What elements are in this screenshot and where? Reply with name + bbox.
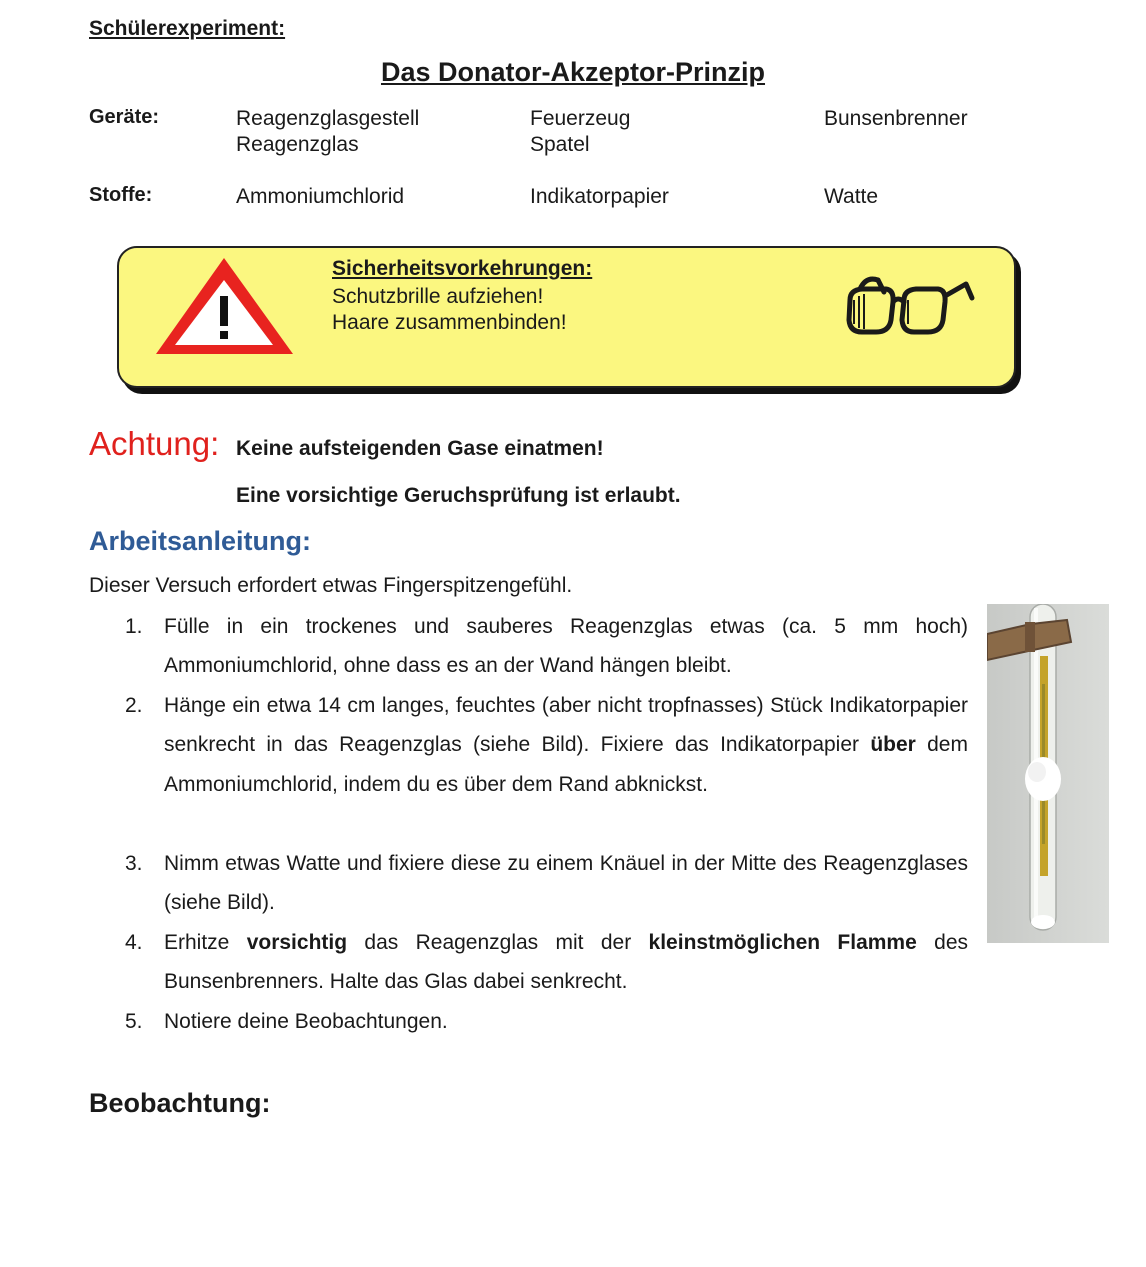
step-number: 1. [125, 615, 143, 638]
achtung-label: Achtung: [89, 425, 220, 462]
intro-text: Dieser Versuch erfordert etwas Fingerspitzengefühl. [89, 574, 573, 597]
achtung-warning: Keine aufsteigenden Gase einatmen! [236, 437, 604, 460]
list-item [125, 923, 968, 1002]
section-heading-anleitung: Arbeitsanleitung: [89, 526, 312, 556]
step-text: Notiere deine Beobachtungen. [164, 1010, 448, 1033]
stoff-item: Indikatorpapier [530, 185, 669, 208]
list-item [125, 844, 968, 923]
safety-goggles-icon [842, 272, 976, 338]
page-title: Das Donator-Akzeptor-Prinzip [380, 57, 766, 87]
geraete-label: Geräte: [89, 106, 160, 128]
list-item [125, 686, 968, 804]
geraet-item: Reagenzglasgestell [236, 107, 420, 130]
kicker-heading: Schülerexperiment: [89, 17, 286, 40]
geraet-item: Feuerzeug [530, 107, 631, 130]
step-number: 4. [125, 931, 143, 954]
achtung-note: Eine vorsichtige Geruchsprüfung ist erlaubt. [236, 484, 681, 507]
step-number: 3. [125, 852, 143, 875]
step-text: dem Ammoniumchlorid, indem du es über dem Rand abknickst. [164, 733, 968, 796]
step-text: Erhitze [164, 931, 230, 954]
section-heading-beobachtung: Beobachtung: [89, 1088, 271, 1118]
step-number: 2. [125, 694, 143, 717]
safety-line: Haare zusammenbinden! [332, 311, 567, 334]
step-text: Fülle in ein trockenes und sauberes Reagenzglas etwas (ca. 5 mm hoch) Ammoniumchlorid, ohne dass es an der Wand hängen bleibt. [164, 615, 968, 678]
step-text: Nimm etwas Watte und fixiere diese zu einem Knäuel in der Mitte des Reagenzglases (siehe Bild). [164, 852, 968, 915]
stoff-item: Ammoniumchlorid [236, 185, 405, 208]
test-tube-photo [987, 604, 1109, 943]
stoffe-label: Stoffe: [89, 184, 153, 206]
step-text: Hänge ein etwa 14 cm langes, feuchtes (aber nicht tropfnasses) Stück Indikatorpapier senkrecht in das Reagenzglas (siehe Bild). Fixiere das Indikatorpapier [164, 694, 968, 757]
stoff-item: Watte [824, 185, 879, 208]
warning-triangle-icon [152, 254, 298, 358]
step-emphasis: kleinstmöglichen Flamme [648, 931, 917, 954]
safety-line: Schutzbrille aufziehen! [332, 285, 544, 308]
list-item [125, 607, 968, 686]
geraet-item: Spatel [530, 133, 590, 156]
geraet-item: Bunsenbrenner [824, 107, 968, 130]
step-text: das Reagenzglas mit der [364, 931, 632, 954]
safety-heading: Sicherheitsvorkehrungen: [332, 257, 593, 280]
geraet-item: Reagenzglas [236, 133, 359, 156]
step-number: 5. [125, 1010, 143, 1033]
step-text: des Bunsenbrenners. Halte das Glas dabei senkrecht. [164, 931, 968, 994]
list-item [125, 1002, 968, 1041]
step-emphasis: über [870, 733, 916, 757]
step-emphasis: vorsichtig [246, 931, 348, 954]
